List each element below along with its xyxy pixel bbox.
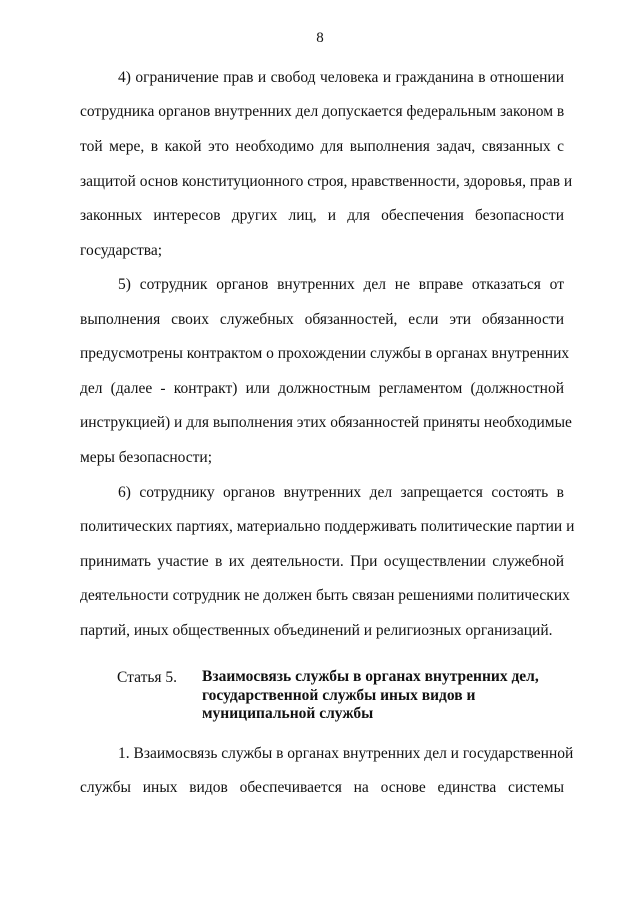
article-title-line: муниципальной службы bbox=[202, 705, 374, 722]
paragraph-line: выполнения своих служебных обязанностей, если эти обязанности bbox=[80, 311, 564, 328]
paragraph-line: политических партиях, материально поддерживать политические партии и bbox=[80, 518, 575, 535]
paragraph-line: инструкцией) и для выполнения этих обязанностей приняты необходимые bbox=[80, 414, 572, 431]
page-number: 8 bbox=[316, 30, 324, 46]
paragraph-line: 5) сотрудник органов внутренних дел не вправе отказаться от bbox=[118, 276, 564, 293]
paragraph-line: партий, иных общественных объединений и религиозных организаций. bbox=[80, 622, 553, 639]
article-label: Статья 5. bbox=[117, 669, 178, 686]
paragraph-line: деятельности сотрудник не должен быть связан решениями политических bbox=[80, 587, 570, 604]
paragraph-line: службы иных видов обеспечивается на основе единства системы bbox=[80, 779, 564, 796]
paragraph-line: государства; bbox=[80, 242, 163, 259]
paragraph-line: 1. Взаимосвязь службы в органах внутренних дел и государственной bbox=[118, 745, 574, 762]
article-title-line: Взаимосвязь службы в органах внутренних дел, bbox=[202, 668, 539, 685]
paragraph-line: меры безопасности; bbox=[80, 449, 212, 466]
paragraph-line: законных интересов других лиц, и для обеспечения безопасности bbox=[80, 207, 564, 224]
paragraph-line: предусмотрены контрактом о прохождении службы в органах внутренних bbox=[80, 345, 570, 362]
paragraph-line: той мере, в какой это необходимо для выполнения задач, связанных с bbox=[80, 138, 564, 155]
paragraph-line: принимать участие в их деятельности. При осуществлении служебной bbox=[80, 553, 564, 570]
paragraph-line: дел (далее - контракт) или должностным регламентом (должностной bbox=[80, 380, 564, 397]
article-title-line: государственной службы иных видов и bbox=[202, 686, 476, 704]
article-title bbox=[202, 668, 562, 724]
paragraph-line: защитой основ конституционного строя, нравственности, здоровья, прав и bbox=[80, 173, 573, 190]
paragraph-line: сотрудника органов внутренних дел допускается федеральным законом в bbox=[80, 103, 565, 120]
paragraph-line: 6) сотруднику органов внутренних дел запрещается состоять в bbox=[118, 484, 564, 501]
paragraph-line: 4) ограничение прав и свобод человека и гражданина в отношении bbox=[118, 69, 564, 86]
